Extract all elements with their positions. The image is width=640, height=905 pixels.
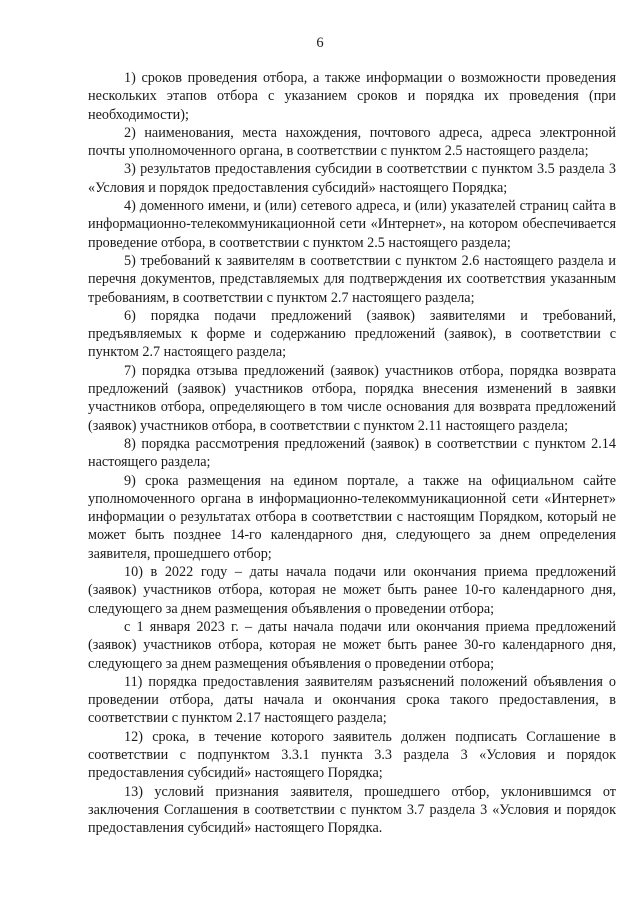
paragraph-1: 1) сроков проведения отбора, а также информации о возможности проведения нескольких этапов отбора с указанием сроков и порядка их проведения (при необходимости); [88,70,616,123]
page-number: 6 [316,35,324,51]
paragraph-3: 3) результатов предоставления субсидии в соответствии с пунктом 3.5 раздела 3 «Условия и порядок предоставления субсидий» настоящего Порядка; [88,161,616,196]
document-body [88,69,616,837]
paragraph-7: 7) порядка отзыва предложений (заявок) участников отбора, порядка возврата предложений (заявок) участников отбора, порядка внесения изменений в заявки участников отбора, определяющего в том числе основания для возврата предложений (заявок) участников отбора, в соответствии с пунктом 2.11 настоящего раздела; [88,362,616,434]
paragraph-8: 8) порядка рассмотрения предложений (заявок) в соответствии с пунктом 2.14 настоящего раздела; [88,435,616,471]
paragraph-4: 4) доменного имени, и (или) сетевого адреса, и (или) указателей страниц сайта в информационно-телекоммуникационной сети «Интернет», на котором обеспечивается проведение отбора, в соответствии с пунктом 2.5 настоящего раздела; [88,198,616,251]
paragraph-10: 10) в 2022 году – даты начала подачи или окончания приема предложений (заявок) участников отбора, которая не может быть ранее 10-го календарного дня, следующего за днем размещения объявления о проведении отбора; [88,564,616,617]
paragraph-2: 2) наименования, места нахождения, почтового адреса, адреса электронной почты уполномоченного органа, в соответствии с пунктом 2.5 настоящего раздела; [88,124,616,160]
paragraph-10-continued: с 1 января 2023 г. – даты начала подачи или окончания приема предложений (заявок) участников отбора, которая не может быть ранее 30-го календарного дня, следующего за днем размещения объявления о проведении отбора; [88,618,616,672]
paragraph-11: 11) порядка предоставления заявителям разъяснений положений объявления о проведении отбора, даты начала и окончания срока такого предоставления, в соответствии с пунктом 2.17 настоящего раздела; [88,673,616,727]
paragraph-5: 5) требований к заявителям в соответствии с пунктом 2.6 настоящего раздела и перечня документов, представляемых для подтверждения их соответствия указанным требованиям, в соответствии с пунктом 2.7 настоящего раздела; [88,252,616,306]
paragraph-9: 9) срока размещения на едином портале, а также на официальном сайте уполномоченного органа в информационно-телекоммуникационной сети «Интернет» информации о результатах отбора в соответствии с настоящим Порядком, который не может быть позднее 14-го календарного дня, следующего за днем определения заявителя, прошедшего отбор; [88,472,616,562]
paragraph-12: 12) срока, в течение которого заявитель должен подписать Соглашение в соответствии с подпунктом 3.3.1 пункта 3.3 раздела 3 «Условия и порядок предоставления субсидий» настоящего Порядка; [88,728,616,782]
paragraph-6: 6) порядка подачи предложений (заявок) заявителями и требований, предъявляемых к форме и содержанию предложений (заявок), в соответствии с пунктом 2.7 настоящего раздела; [88,307,616,361]
paragraph-13: 13) условий признания заявителя, прошедшего отбор, уклонившимся от заключения Соглашения в соответствии с пунктом 3.7 раздела 3 «Условия и порядок предоставления субсидий» настоящего Порядка. [88,783,616,837]
